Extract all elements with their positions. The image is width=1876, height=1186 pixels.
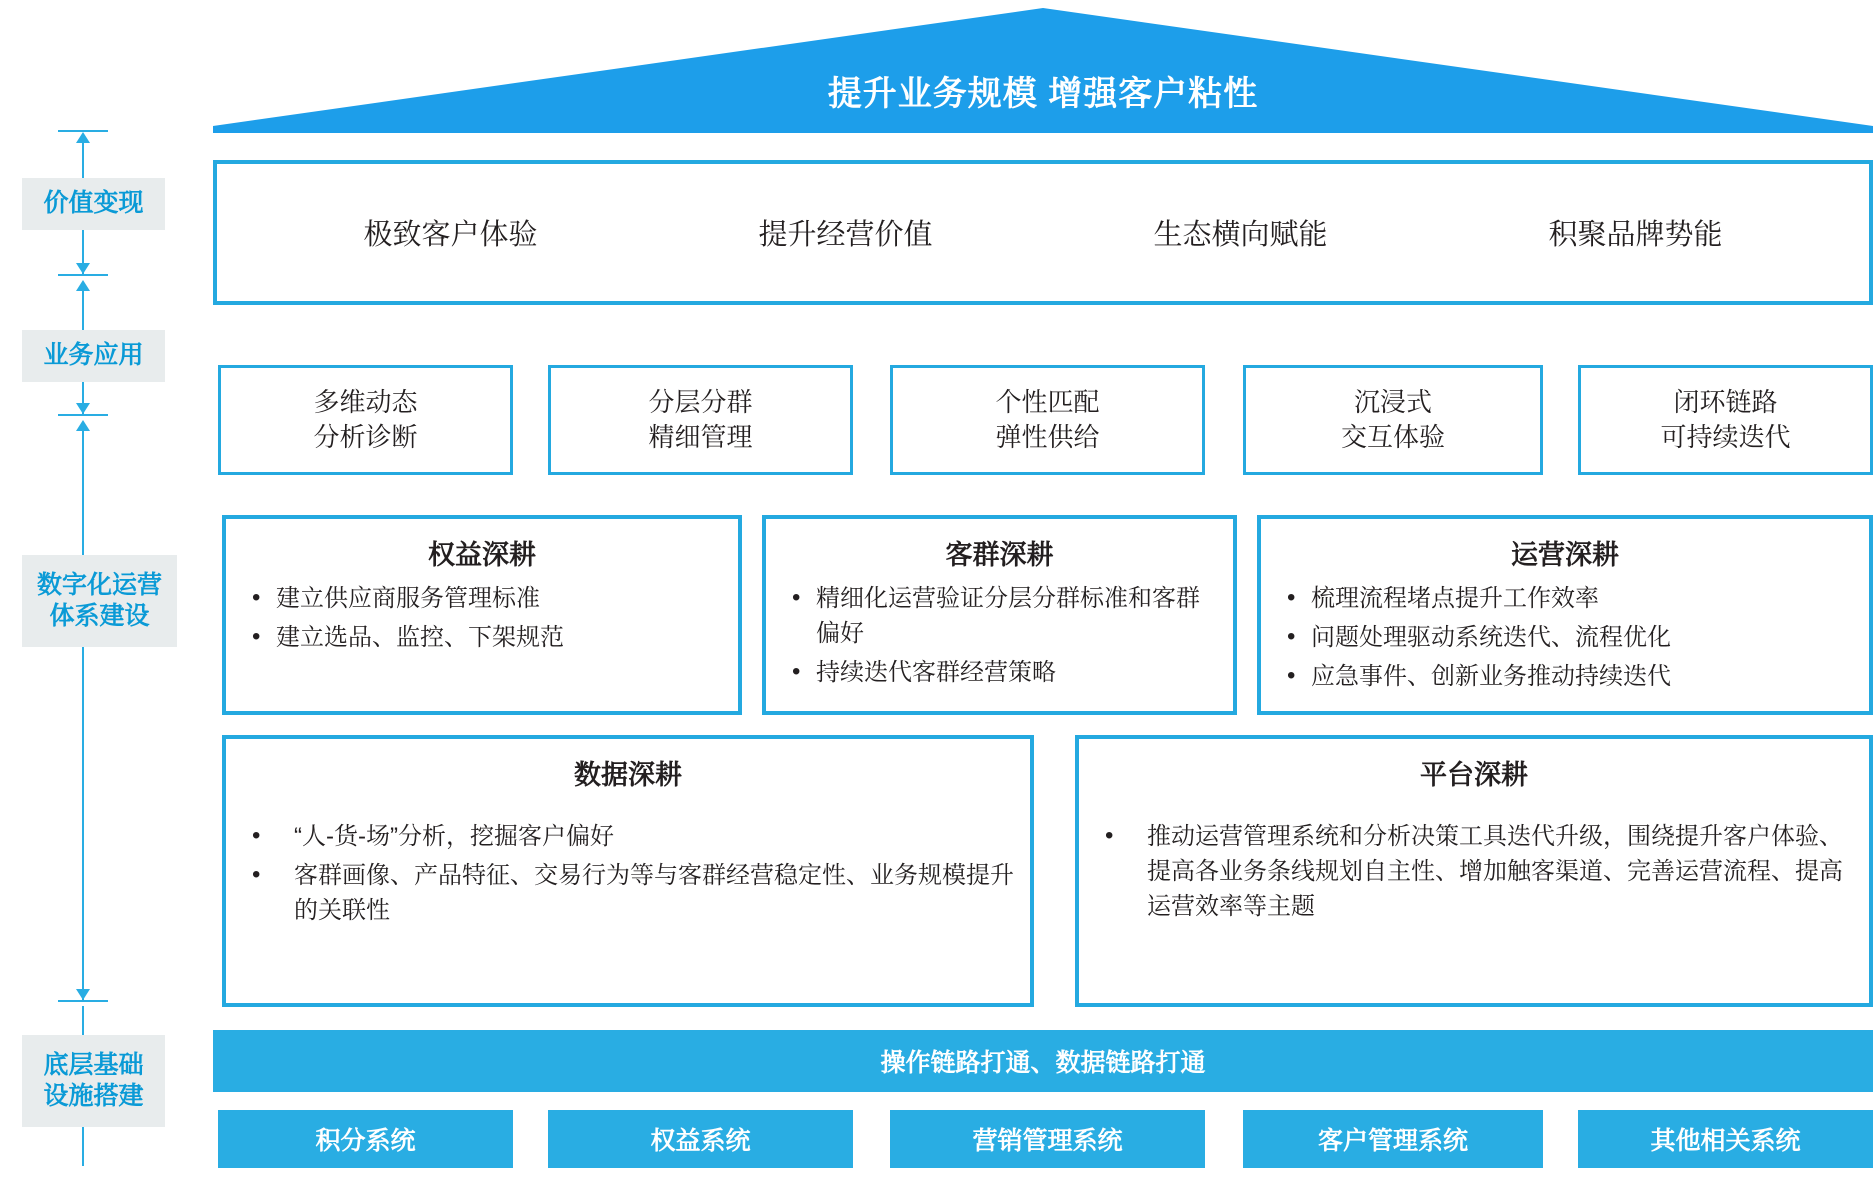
- system-bar-2-label: 权益系统: [650, 1127, 751, 1155]
- value-item-1: 极致客户体验: [363, 219, 538, 251]
- value-item-3: 生态横向赋能: [1153, 219, 1328, 251]
- card-data-cultivation[interactable]: [222, 735, 1034, 1007]
- rail-arrow-down-3: [76, 989, 90, 1000]
- card-equity-list: [242, 582, 722, 656]
- card-operations-list: [1277, 582, 1853, 694]
- stage-label-application-text: 业务应用: [43, 341, 144, 370]
- system-bar-1-label: 积分系统: [315, 1127, 416, 1155]
- stage-label-infra-line1: 底层基础: [43, 1050, 144, 1079]
- system-bar-3-label: 营销管理系统: [972, 1127, 1123, 1155]
- application-box-1[interactable]: [218, 365, 513, 475]
- value-item-2: 提升经营价值: [758, 219, 933, 251]
- card-operations-cultivation[interactable]: [1257, 515, 1873, 715]
- stage-rail: [22, 130, 187, 1170]
- list-item: • 梳理流程堵点提升工作效率: [1277, 582, 1853, 617]
- stage-label-value: [22, 178, 165, 230]
- list-item: • 建立选品、监控、下架规范: [242, 621, 722, 656]
- system-bar-5-label: 其他相关系统: [1650, 1127, 1801, 1155]
- system-bar-1[interactable]: [218, 1110, 513, 1168]
- list-item: • 精细化运营验证分层分群标准和客群偏好: [782, 582, 1217, 652]
- stage-label-digital-ops-line1: 数字化运营: [36, 570, 162, 599]
- stage-label-application: [22, 330, 165, 382]
- stage-label-digital-ops: [22, 555, 177, 647]
- rail-arrow-down-1: [76, 263, 90, 274]
- application-box-3-line1: 个性匹配: [995, 386, 1100, 417]
- rail-cap-3: [58, 414, 108, 416]
- application-box-2-line2: 精细管理: [648, 422, 753, 452]
- application-box-3-line2: 弹性供给: [995, 422, 1100, 452]
- card-platform-title: 平台深耕: [1420, 760, 1528, 790]
- application-box-5-line1: 闭环链路: [1673, 386, 1778, 417]
- system-bar-5[interactable]: [1578, 1110, 1873, 1168]
- stage-label-digital-ops-line2: 体系建设: [49, 602, 150, 630]
- list-item: • 应急事件、创新业务推动持续迭代: [1277, 660, 1853, 695]
- card-platform-list: [1095, 820, 1853, 924]
- list-item: • 持续迭代客群经营策略: [782, 656, 1217, 691]
- system-bar-2[interactable]: [548, 1110, 853, 1168]
- rail-arrow-down-2: [76, 403, 90, 414]
- list-item: • 推动运营管理系统和分析决策工具迭代升级，围绕提升客户体验、提高各业务条线规划自主性、增加触客渠道、完善运营流程、提高运营效率等主题: [1095, 820, 1853, 924]
- link-through-bar: [213, 1030, 1873, 1092]
- application-box-1-line2: 分析诊断: [313, 422, 418, 452]
- list-item: • 建立供应商服务管理标准: [242, 582, 722, 617]
- link-through-label: 操作链路打通、数据链路打通: [880, 1049, 1206, 1077]
- application-box-5[interactable]: [1578, 365, 1873, 475]
- stage-label-infrastructure: [22, 1035, 165, 1127]
- stage-label-infra-line2: 设施搭建: [43, 1082, 144, 1110]
- application-box-5-line2: 可持续迭代: [1660, 422, 1791, 452]
- list-item: • 客群画像、产品特征、交易行为等与客群经营稳定性、业务规模提升的关联性: [242, 859, 1014, 929]
- card-customer-group-cultivation[interactable]: [762, 515, 1237, 715]
- card-data-title: 数据深耕: [574, 760, 682, 790]
- system-bar-4-label: 客户管理系统: [1317, 1127, 1468, 1155]
- card-equity-cultivation[interactable]: [222, 515, 742, 715]
- application-box-4[interactable]: [1243, 365, 1543, 475]
- value-item-4: 积聚品牌势能: [1548, 219, 1723, 251]
- roof-shape: [213, 8, 1873, 133]
- system-bar-3[interactable]: [890, 1110, 1205, 1168]
- card-customer-group-list: [782, 582, 1217, 690]
- application-box-4-line1: 沉浸式: [1353, 386, 1432, 417]
- stage-label-value-text: 价值变现: [43, 189, 144, 218]
- list-item: • “人-货-场”分析，挖掘客户偏好: [242, 820, 1014, 855]
- roof-title: 提升业务规模 增强客户粘性: [827, 75, 1259, 113]
- rail-cap-2: [58, 274, 108, 276]
- application-box-2[interactable]: [548, 365, 853, 475]
- value-realization-items: [213, 160, 1873, 305]
- card-data-list: [242, 820, 1014, 928]
- rail-line-3: [82, 424, 84, 1000]
- application-box-1-line1: 多维动态: [313, 386, 418, 417]
- list-item: • 问题处理驱动系统迭代、流程优化: [1277, 621, 1853, 656]
- card-operations-title: 运营深耕: [1511, 540, 1619, 570]
- system-bar-4[interactable]: [1243, 1110, 1543, 1168]
- card-equity-title: 权益深耕: [428, 540, 536, 570]
- card-customer-group-title: 客群深耕: [945, 540, 1054, 570]
- application-box-3[interactable]: [890, 365, 1205, 475]
- application-box-2-line1: 分层分群: [648, 386, 753, 417]
- rail-cap-4: [58, 1000, 108, 1002]
- card-platform-cultivation[interactable]: [1075, 735, 1873, 1007]
- application-box-4-line2: 交互体验: [1340, 422, 1445, 452]
